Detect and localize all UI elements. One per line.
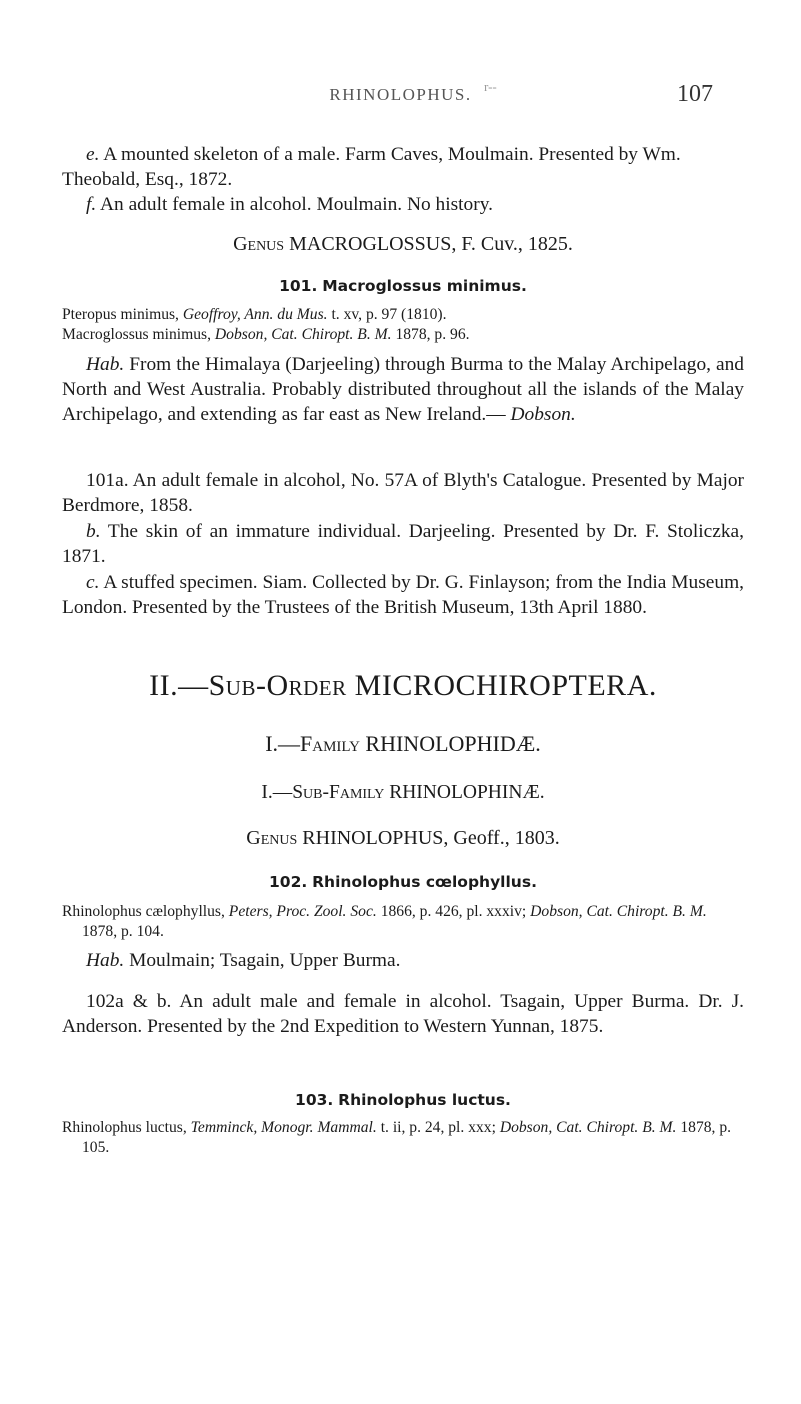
synonym-reference: Temminck, Monogr. Mammal. bbox=[190, 1119, 377, 1136]
synonym-name: Pteropus minimus, bbox=[62, 306, 179, 323]
specimen-label: 101a. bbox=[86, 470, 129, 491]
habitat-text: Moulmain; Tsagain, Upper Burma. bbox=[129, 950, 401, 971]
specimen-entry-f bbox=[62, 192, 744, 217]
suborder-heading bbox=[62, 669, 744, 702]
species-heading-101 bbox=[62, 273, 744, 299]
species-name: Rhinolophus cœlophyllus. bbox=[312, 873, 537, 891]
synonym-line bbox=[62, 325, 744, 345]
synonym-citation: 1878, p. 104. bbox=[82, 923, 164, 940]
entry-text: A mounted skeleton of a male. Farm Caves, Moulmain. Presented by Wm. Theobald, Esq., 1872. bbox=[62, 144, 681, 190]
species-heading-103 bbox=[62, 1087, 744, 1113]
habitat-paragraph-101 bbox=[62, 352, 744, 457]
specimen-label: 102a & b. bbox=[86, 991, 172, 1012]
heading-label: Family bbox=[300, 731, 360, 756]
synonym-reference: Dobson, Cat. Chiropt. B. M. bbox=[499, 1119, 677, 1136]
habitat-label: Hab. bbox=[86, 354, 125, 375]
specimen-101a bbox=[62, 468, 744, 518]
synonym-reference: Peters, Proc. Zool. Soc. bbox=[228, 903, 377, 920]
heading-name: RHINOLOPHIDÆ. bbox=[365, 731, 541, 756]
specimen-text: An adult female in alcohol, No. 57A of Blyth's Catalogue. Presented by Major Berdmore, 1858. bbox=[62, 470, 744, 516]
species-number: 102. bbox=[269, 873, 308, 891]
running-header bbox=[0, 79, 801, 113]
synonym-reference: Dobson, Cat. Chiropt. B. M. bbox=[214, 326, 392, 343]
synonym-line bbox=[62, 305, 744, 325]
species-heading-102 bbox=[62, 869, 744, 895]
synonym-citation: 1866, p. 426, pl. xxxiv; bbox=[380, 903, 527, 920]
synonym-name: Macroglossus minimus, bbox=[62, 326, 212, 343]
heading-name: RHINOLOPHINÆ. bbox=[389, 782, 545, 803]
specimen-entry-e bbox=[62, 142, 744, 192]
entry-label: f. bbox=[86, 194, 97, 215]
family-heading bbox=[62, 731, 744, 756]
synonym-citation: t. ii, p. 24, pl. xxx; bbox=[380, 1119, 496, 1136]
specimen-text: The skin of an immature individual. Darjeeling. Presented by Dr. F. Stoliczka, 1871. bbox=[62, 521, 744, 567]
synonym-reference: Geoffroy, Ann. du Mus. bbox=[182, 306, 328, 323]
synonym-name: Rhinolophus cælophyllus, bbox=[62, 903, 225, 920]
running-title: RHINOLOPHUS. bbox=[329, 85, 472, 104]
heading-label: Sub-Order bbox=[208, 669, 347, 702]
synonym-citation: 1878, p. 105. bbox=[82, 1119, 732, 1156]
heading-numeral: II.— bbox=[149, 669, 209, 702]
entry-text: An adult female in alcohol. Moulmain. No history. bbox=[100, 194, 493, 215]
specimen-101c bbox=[62, 570, 744, 620]
synonym-citation: 1878, p. 96. bbox=[395, 326, 470, 343]
heading-label: Sub-Family bbox=[292, 782, 385, 803]
specimen-label: c. bbox=[86, 572, 100, 593]
specimen-label: b. bbox=[86, 521, 101, 542]
heading-numeral: I.— bbox=[265, 731, 301, 756]
synonym-citation: t. xv, p. 97 (1810). bbox=[331, 306, 447, 323]
species-name: Rhinolophus luctus. bbox=[338, 1091, 511, 1109]
entry-label: e. bbox=[86, 144, 100, 165]
heading-name: MICROCHIROPTERA. bbox=[354, 669, 657, 702]
genus-name: MACROGLOSSUS, F. Cuv., 1825. bbox=[289, 233, 573, 255]
print-mark: r-- bbox=[484, 79, 497, 94]
habitat-text: From the Himalaya (Darjeeling) through Burma to the Malay Archipelago, and North and West Australia. Probably distributed throughout all the islands of the Malay Archipelago, and extending as far east as New Ireland.— bbox=[62, 354, 744, 425]
genus-heading-rhinolophus bbox=[62, 826, 744, 851]
heading-numeral: I.— bbox=[261, 782, 293, 803]
synonym-name: Rhinolophus luctus, bbox=[62, 1119, 187, 1136]
page-number: 107 bbox=[677, 81, 713, 107]
synonym-block-102 bbox=[62, 902, 744, 942]
genus-name: RHINOLOPHUS, Geoff., 1803. bbox=[302, 827, 560, 849]
species-number: 101. bbox=[279, 277, 318, 295]
habitat-paragraph-102 bbox=[62, 948, 744, 973]
genus-heading-macroglossus bbox=[62, 232, 744, 257]
genus-prefix: Genus bbox=[246, 827, 298, 849]
synonym-reference: Dobson, Cat. Chiropt. B. M. bbox=[530, 903, 707, 920]
habitat-author: Dobson. bbox=[510, 404, 576, 425]
specimen-text: A stuffed specimen. Siam. Collected by Dr. G. Finlayson; from the India Museum, London. Presented by the Trustees of the British Museum, 13th April 1880. bbox=[62, 572, 745, 618]
specimen-text: An adult male and female in alcohol. Tsagain, Upper Burma. Dr. J. Anderson. Presented by the 2nd Expedition to Western Yunnan, 1875. bbox=[62, 991, 745, 1037]
species-number: 103. bbox=[295, 1091, 334, 1109]
synonym-block-103 bbox=[62, 1118, 744, 1158]
specimen-102ab bbox=[62, 989, 744, 1039]
genus-prefix: Genus bbox=[233, 233, 285, 255]
habitat-label: Hab. bbox=[86, 950, 125, 971]
specimen-101b bbox=[62, 519, 744, 569]
species-name: Macroglossus minimus. bbox=[322, 277, 527, 295]
subfamily-heading bbox=[62, 780, 744, 805]
